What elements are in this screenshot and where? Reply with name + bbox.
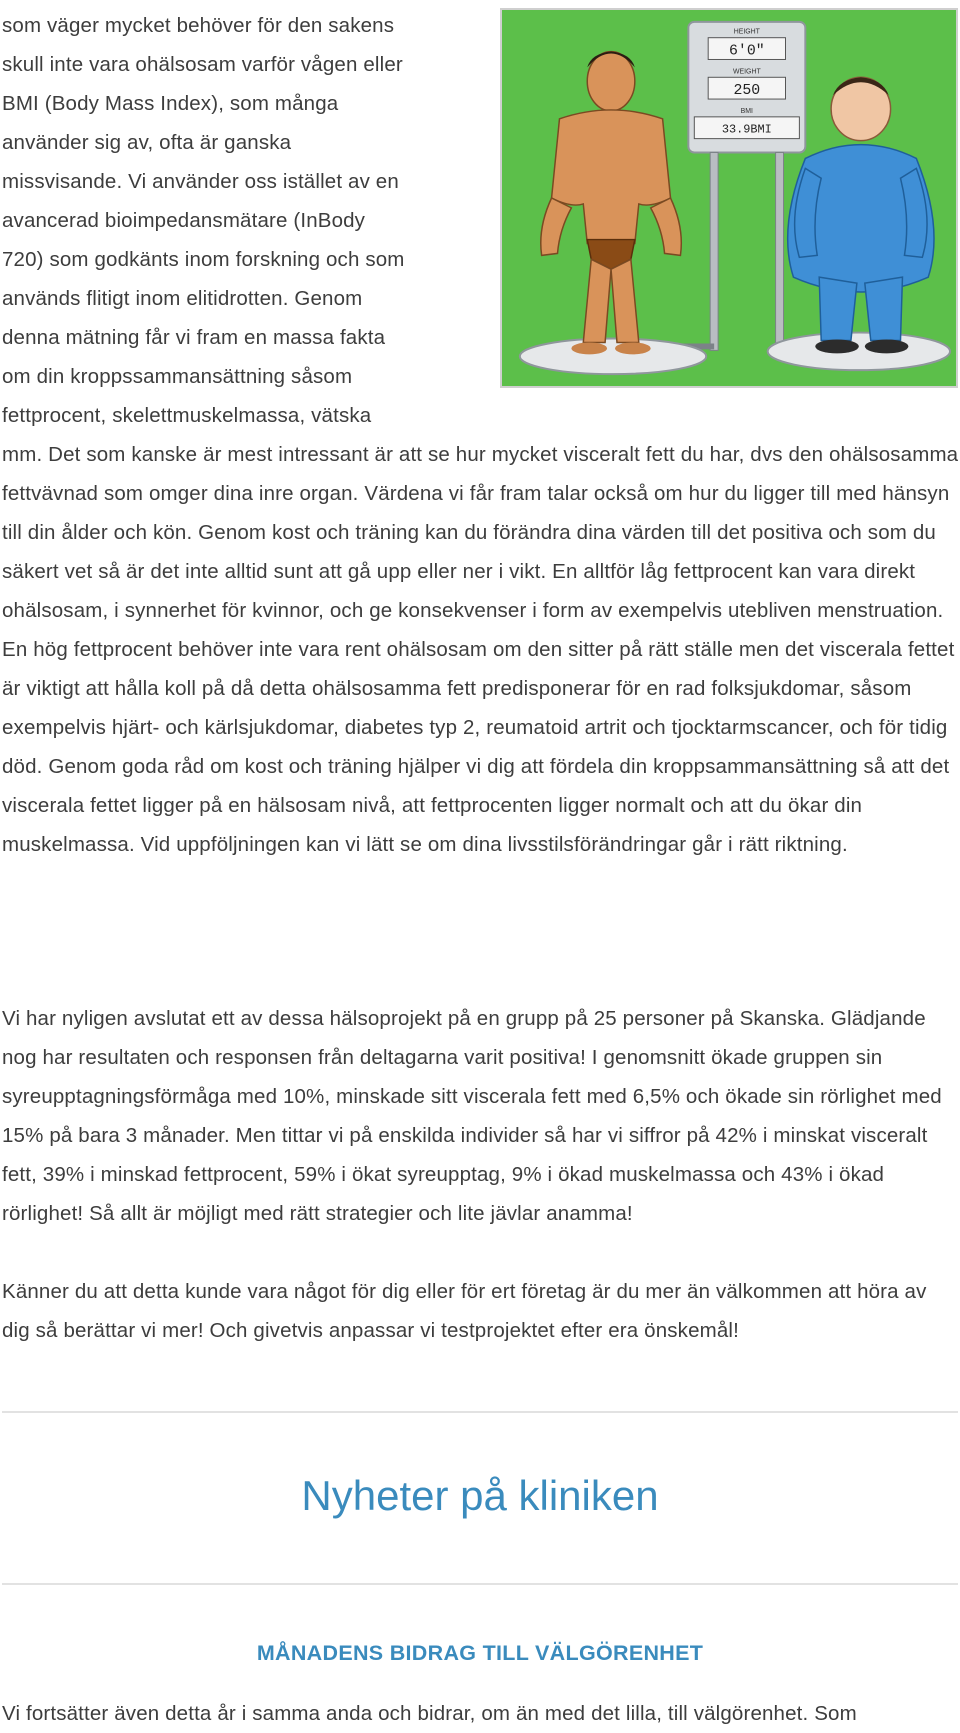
scale-platform-right <box>768 333 950 371</box>
bmi-label: BMI <box>740 107 754 115</box>
intro-line: används flitigt inom elitidrotten. Genom <box>2 287 363 310</box>
height-readout: 6'0" <box>729 43 765 60</box>
intro-line: 720) som godkänts inom forskning och som <box>2 248 405 271</box>
intro-line: som väger mycket behöver för den sakens <box>2 14 395 37</box>
scale-pole-left <box>710 152 718 350</box>
scale-platform-left <box>520 339 706 375</box>
paragraph-skanska-project: Vi har nyligen avslutat ett av dessa hälsoprojekt på en grupp på 25 personer på Skanska. Glädjande nog har resultaten och responsen från deltagarna varit positiva! I genomsnitt ökade gruppen sin syreupptagningsförmåga med 10%, minskade sitt viscerala fett med 6,5% och ökade sin rörlighet med 15% på bara 3 månader. Men tittar vi på enskilda individer så har vi siffror på 42% i minskat visceralt fett, 39% i minskad fettprocent, 59% i ökat syreupptag, 9% i ökad muskelmassa och 43% i ökad rörlighet! Så allt är möjligt med rätt strategier och lite jävlar anamma! <box>2 1007 942 1225</box>
charity-subtitle: MÅNADENS BIDRAG TILL VÄLGÖRENHET <box>256 1641 704 1665</box>
intro-line: om din kroppssammansättning såsom <box>2 365 353 388</box>
intro-line: fettprocent, skelettmuskelmassa, vätska <box>2 404 372 427</box>
intro-line: avancerad bioimpedansmätare (InBody <box>2 209 366 232</box>
charity-paragraph: Vi fortsätter även detta år i samma anda och bidrar, om än med det lilla, till välgörenhet. Som <box>2 1702 857 1725</box>
weight-readout: 250 <box>733 83 761 100</box>
intro-line: denna mätning får vi fram en massa fakta <box>2 326 386 349</box>
weight-label: WEIGHT <box>732 68 761 76</box>
news-section-title: Nyheter på kliniken <box>301 1472 659 1519</box>
bmi-readout: 33.9BMI <box>721 122 772 137</box>
intro-line: använder sig av, ofta är ganska <box>2 131 292 154</box>
intro-line: BMI (Body Mass Index), som många <box>2 92 339 115</box>
section-divider <box>2 1583 958 1585</box>
intro-line: skull inte vara ohälsosam varför vågen eller <box>2 53 403 76</box>
scale-pole-right <box>776 152 784 350</box>
intro-line: missvisande. Vi använder oss istället av en <box>2 170 399 193</box>
scales-illustration <box>502 10 956 386</box>
paragraph-body-composition: mm. Det som kanske är mest intressant är att se hur mycket visceralt fett du har, dvs den ohälsosamma fettvävnad som omger dina inre organ. Värdena vi får fram talar också om hur du ligger till med hänsyn till din ålder och kön. Genom kost och träning kan du förändra dina värden till det positiva och som du säkert vet så är det inte alltid sunt att gå upp eller ner i vikt. En alltför låg fettprocent kan vara direkt ohälsosam, i synnerhet för kvinnor, och ge konsekvenser i form av exempelvis utebliven menstruation. En hög fettprocent behöver inte vara rent ohälsosam om den sitter på rätt ställe men det viscerala fettet är viktigt att hålla koll på då detta ohälsosamma fett predisponerar för en rad folksjukdomar, såsom exempelvis hjärt- och kärlsjukdomar, diabetes typ 2, reumatoid artrit och tjocktarmscancer, och för tidig död. Genom goda råd om kost och träning hjälper vi dig att fördela din kroppsammansättning så att det viscerala fettet ligger på en hälsosam nivå, att fettprocenten ligger normalt och att du ökar din muskelmassa. Vid uppföljningen kan vi lätt se om dina livsstilsförändringar går i rätt riktning. <box>2 443 959 856</box>
body-composition-illustration <box>500 8 958 388</box>
paragraph-contact-invite: Känner du att detta kunde vara något för dig eller för ert företag är du mer än välkommen att höra av dig så berättar vi mer! Och givetvis anpassar vi testprojektet efter era önskemål! <box>2 1280 927 1342</box>
section-divider <box>2 1411 958 1413</box>
height-label: HEIGHT <box>733 28 760 36</box>
